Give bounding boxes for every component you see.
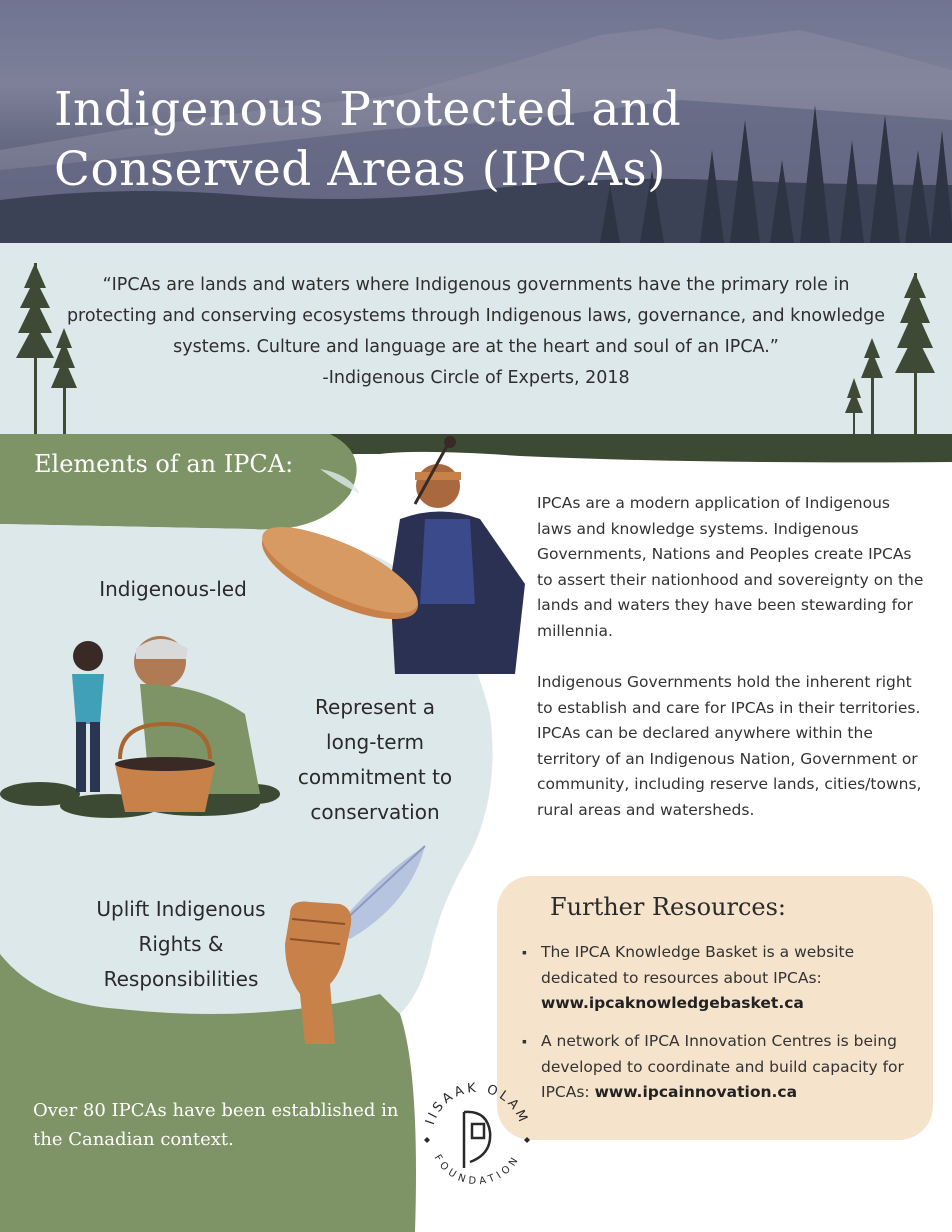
element-label-line: Represent a <box>315 695 435 719</box>
element-label-line: commitment to <box>297 765 453 789</box>
element-label-line: long-term <box>326 730 424 754</box>
resource-item-knowledge-basket <box>541 940 911 1017</box>
drummer-figure <box>390 436 525 674</box>
resource-item-innovation-centres <box>541 1029 911 1106</box>
body-paragraph-2: Indigenous Governments hold the inherent right to establish and care for IPCAs in their territories. IPCAs can be declared anywhere within the territory of an Indigenous Nation, Government or community, including reserve lands, cities/towns, rural areas and watersheds. <box>537 673 922 819</box>
resource-text: The IPCA Knowledge Basket is a website dedicated to resources about IPCAs: <box>541 943 855 987</box>
svg-text:IISAAK OLAM <box>423 1081 531 1127</box>
bullet-icon: ▪ <box>522 944 527 960</box>
logo-emblem-icon <box>464 1112 490 1168</box>
element-label-line: Rights & <box>138 932 224 956</box>
elements-heading: Elements of an IPCA: <box>34 450 294 478</box>
element-uplift-rights <box>70 892 292 997</box>
page-title <box>54 80 681 200</box>
element-label-line: conservation <box>310 800 440 824</box>
element-label: Indigenous-led <box>99 577 247 601</box>
resources-heading: Further Resources: <box>550 893 787 921</box>
element-long-term-commitment <box>275 690 475 830</box>
element-indigenous-led <box>68 572 278 607</box>
bullet-icon: ▪ <box>522 1033 527 1049</box>
iisaak-olam-logo <box>412 1072 542 1202</box>
logo-top-text: IISAAK OLAM <box>422 1080 532 1127</box>
title-line-1: Indigenous Protected and <box>54 82 682 137</box>
element-label-line: Uplift Indigenous <box>96 897 266 921</box>
quote-block <box>60 270 892 394</box>
quote-text: “IPCAs are lands and waters where Indigenous governments have the primary role in protecting and conserving ecosystems through Indigenous laws, governance, and knowledge systems. Culture and language are at the heart and soul of an IPCA.” <box>66 275 886 357</box>
quote-source: -Indigenous Circle of Experts, 2018 <box>322 368 630 388</box>
resource-link[interactable]: www.ipcainnovation.ca <box>594 1083 798 1101</box>
header-banner <box>0 0 952 243</box>
element-label-line: Responsibilities <box>103 967 259 991</box>
title-line-2: Conserved Areas (IPCAs) <box>54 142 667 197</box>
body-paragraph-1: IPCAs are a modern application of Indigenous laws and knowledge systems. Indigenous Governments, Nations and Peoples create IPCAs to assert their nationhood and sovereignty on the lands and waters they have been stewarding for millennia. <box>537 494 924 640</box>
resource-link[interactable]: www.ipcaknowledgebasket.ca <box>541 994 804 1012</box>
logo-bottom-text: FOUNDATION <box>431 1152 523 1188</box>
resource-text: A network of IPCA Innovation Centres is being developed to coordinate and build capacity for IPCAs: <box>541 1032 904 1101</box>
ipca-count-statement: Over 80 IPCAs have been established in the Canadian context. <box>33 1100 399 1150</box>
